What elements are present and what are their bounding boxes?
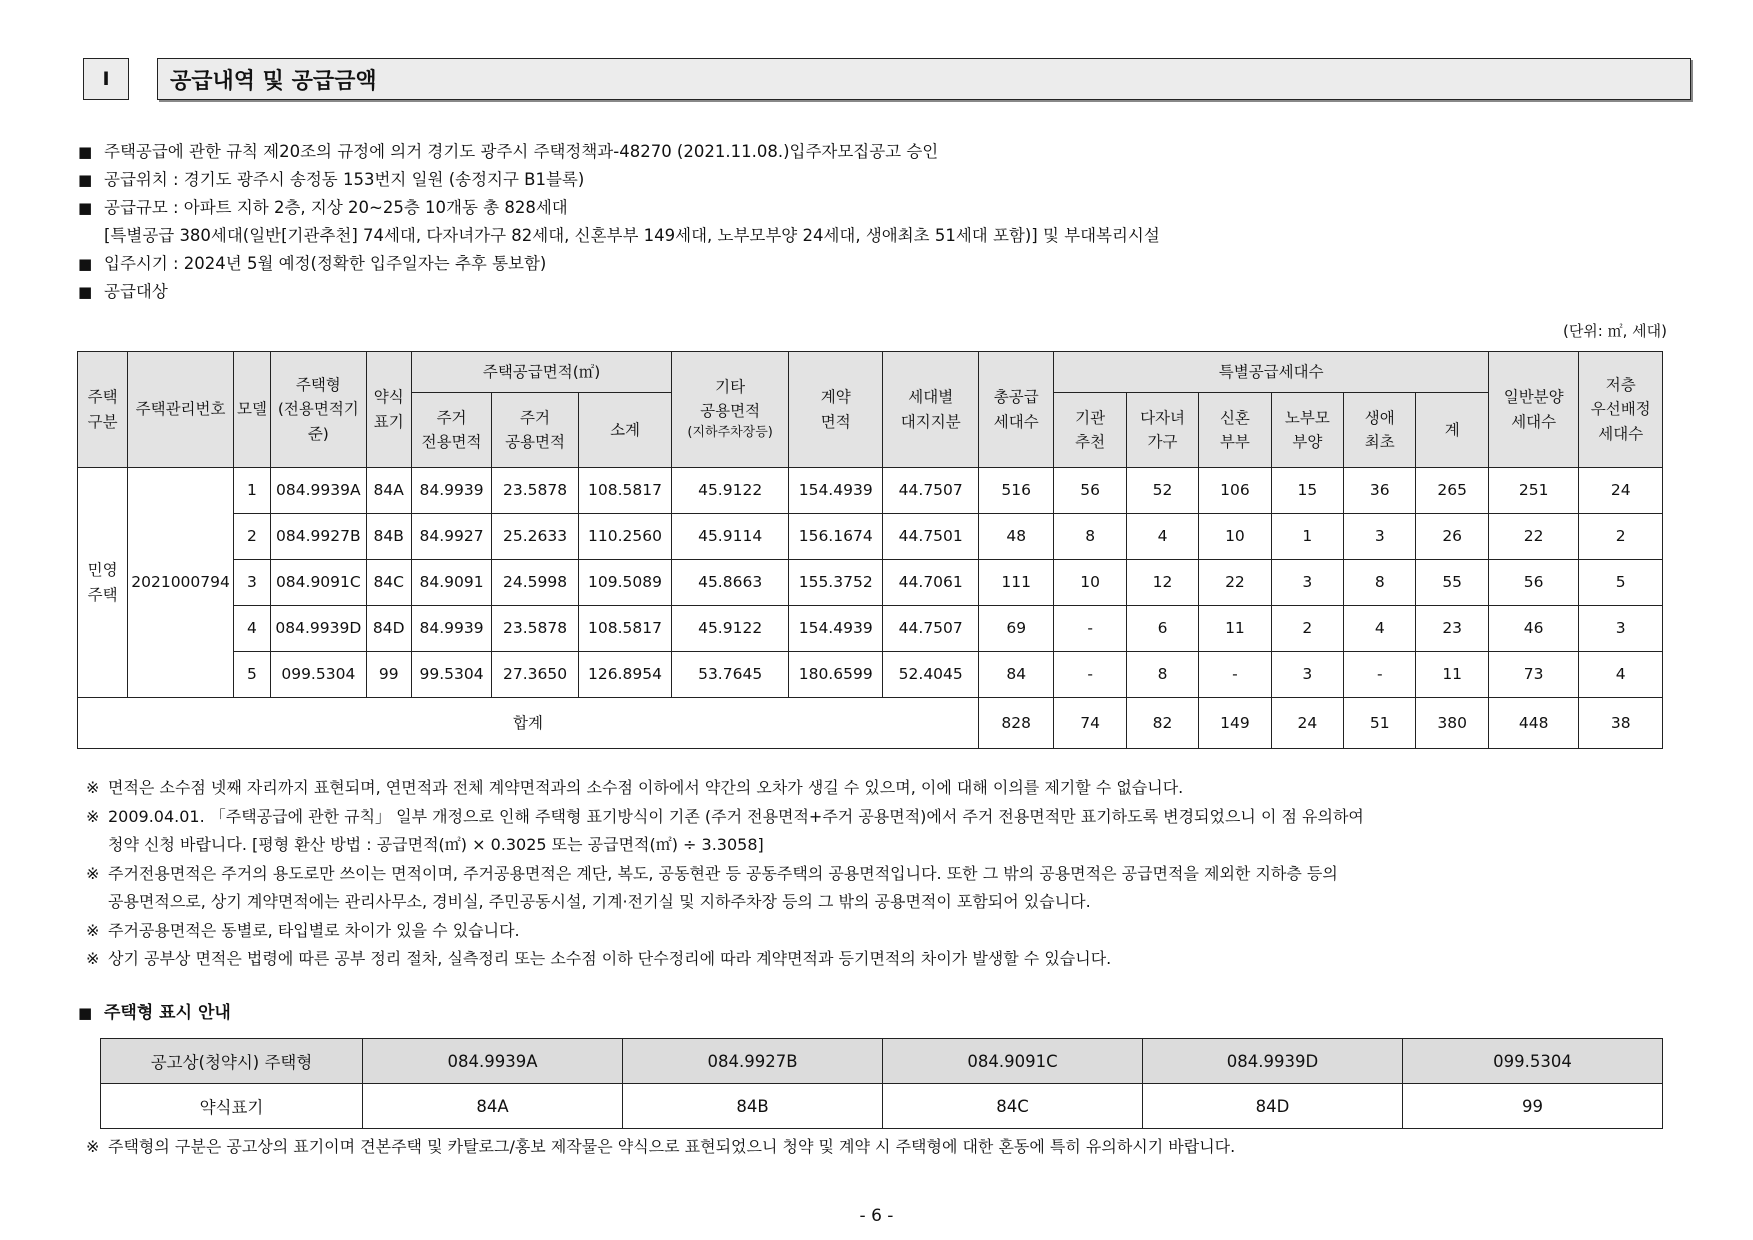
cell-first: 3 xyxy=(1344,514,1416,560)
cell-total: 48 xyxy=(979,514,1054,560)
type-guide-title-text: 주택형 표시 안내 xyxy=(104,1003,231,1023)
cell-house-type: 099.5304 xyxy=(271,652,367,698)
bullet-square-icon: ■ xyxy=(78,171,93,189)
cell-subtotal: 109.5089 xyxy=(578,560,672,606)
cell-total: 516 xyxy=(979,468,1054,514)
header-low-floor: 저층 우선배정 세대수 xyxy=(1579,352,1663,468)
header-multi: 다자녀 가구 xyxy=(1126,393,1198,468)
cell-other-common: 45.9122 xyxy=(672,606,789,652)
cell-newlywed: 149 xyxy=(1199,698,1271,749)
table-row xyxy=(78,468,1663,514)
cell-model: 4 xyxy=(233,606,270,652)
cell-subtotal: 108.5817 xyxy=(578,468,672,514)
note-text: 면적은 소수점 넷째 자리까지 표현되며, 연면적과 전체 계약면적과의 소수점 이하에서 약간의 오차가 생길 수 있으며, 이에 대해 이의를 제기할 수 없습니다. xyxy=(108,778,1184,797)
cell-land: 44.7061 xyxy=(883,560,979,606)
cell-contract: 154.4939 xyxy=(788,468,883,514)
cell-abbr: 84A xyxy=(366,468,411,514)
cell-low-floor: 24 xyxy=(1579,468,1663,514)
info-line xyxy=(78,166,1698,194)
note-line xyxy=(86,860,1686,889)
cell-subtotal: 108.5817 xyxy=(578,606,672,652)
cell-newlywed: 10 xyxy=(1199,514,1271,560)
table-row xyxy=(78,606,1663,652)
cell-contract: 155.3752 xyxy=(788,560,883,606)
note-line xyxy=(86,831,1686,860)
final-note xyxy=(86,1134,1235,1157)
type-guide-abbr: 84C xyxy=(883,1084,1143,1129)
header-other-common xyxy=(672,352,789,468)
header-elderly: 노부모 부양 xyxy=(1271,393,1343,468)
cell-general: 22 xyxy=(1488,514,1579,560)
info-line xyxy=(78,138,1698,166)
header-special-sum: 계 xyxy=(1416,393,1488,468)
table-row xyxy=(78,514,1663,560)
type-guide-row xyxy=(101,1039,1663,1084)
cell-model: 2 xyxy=(233,514,270,560)
cell-house-type: 084.9939A xyxy=(271,468,367,514)
cell-inst: 74 xyxy=(1054,698,1126,749)
header-house-type: 주택형 (전용면적기 준) xyxy=(271,352,367,468)
cell-inst: 8 xyxy=(1054,514,1126,560)
header-other-common-sub: (지하주차장등) xyxy=(687,425,773,441)
bullet-square-icon: ■ xyxy=(78,1004,93,1022)
cell-low-floor: 5 xyxy=(1579,560,1663,606)
reference-mark-icon: ※ xyxy=(86,863,100,883)
cell-land: 44.7501 xyxy=(883,514,979,560)
header-land-share: 세대별 대지지분 xyxy=(883,352,979,468)
cell-contract: 180.6599 xyxy=(788,652,883,698)
cell-abbr: 99 xyxy=(366,652,411,698)
cell-newlywed: 11 xyxy=(1199,606,1271,652)
note-text: 2009.04.01. 「주택공급에 관한 규칙」 일부 개정으로 인해 주택형 표기방식이 기존 (주거 전용면적+주거 공용면적)에서 주거 전용면적만 표기하도록 변경되었으니 이 점 유의하여 xyxy=(108,806,1364,826)
cell-model: 5 xyxy=(233,652,270,698)
type-guide-abbr: 99 xyxy=(1403,1084,1663,1129)
cell-common: 24.5998 xyxy=(492,560,578,606)
cell-newlywed: - xyxy=(1199,652,1271,698)
cell-exclusive: 84.9091 xyxy=(411,560,491,606)
info-line xyxy=(78,222,1698,250)
cell-common: 23.5878 xyxy=(492,468,578,514)
cell-model: 3 xyxy=(233,560,270,606)
type-guide-row xyxy=(101,1084,1663,1129)
cell-inst: 10 xyxy=(1054,560,1126,606)
note-text: 청약 신청 바랍니다. [평형 환산 방법 : 공급면적(㎡) × 0.3025 또는 공급면적(㎡) ÷ 3.3058] xyxy=(108,835,764,854)
info-scale: 공급규모 : 아파트 지하 2층, 지상 20~25층 10개동 총 828세대 xyxy=(104,198,568,217)
note-line xyxy=(86,917,1686,946)
cell-exclusive: 84.9927 xyxy=(411,514,491,560)
cell-land: 44.7507 xyxy=(883,468,979,514)
header-special: 특별공급세대수 xyxy=(1054,352,1489,393)
cell-elderly: 2 xyxy=(1271,606,1343,652)
cell-newlywed: 22 xyxy=(1199,560,1271,606)
type-guide-type: 084.9091C xyxy=(883,1039,1143,1084)
header-newlywed: 신혼 부부 xyxy=(1199,393,1271,468)
cell-multi: 8 xyxy=(1126,652,1198,698)
type-guide-label: 약식표기 xyxy=(101,1084,363,1129)
header-subtotal: 소계 xyxy=(578,393,672,468)
info-line xyxy=(78,194,1698,222)
cell-newlywed: 106 xyxy=(1199,468,1271,514)
cell-abbr: 84C xyxy=(366,560,411,606)
cell-common: 25.2633 xyxy=(492,514,578,560)
cell-exclusive: 84.9939 xyxy=(411,606,491,652)
header-first: 생애 최초 xyxy=(1344,393,1416,468)
cell-other-common: 53.7645 xyxy=(672,652,789,698)
cell-house-type: 084.9091C xyxy=(271,560,367,606)
header-contract-area: 계약 면적 xyxy=(788,352,883,468)
cell-common: 27.3650 xyxy=(492,652,578,698)
cell-low-floor: 38 xyxy=(1579,698,1663,749)
table-total-row xyxy=(78,698,1663,749)
cell-total-label: 합계 xyxy=(78,698,979,749)
header-total-units: 총공급 세대수 xyxy=(979,352,1054,468)
cell-model: 1 xyxy=(233,468,270,514)
section-header xyxy=(83,58,1683,102)
cell-multi: 52 xyxy=(1126,468,1198,514)
cell-land: 52.4045 xyxy=(883,652,979,698)
type-guide-abbr: 84B xyxy=(623,1084,883,1129)
note-text: 상기 공부상 면적은 법령에 따른 공부 정리 절차, 실측정리 또는 소수점 이하 단수정리에 따라 계약면적과 등기면적의 차이가 발생할 수 있습니다. xyxy=(108,949,1112,968)
cell-low-floor: 2 xyxy=(1579,514,1663,560)
cell-house-class: 민영 주택 xyxy=(78,468,128,698)
section-title: 공급내역 및 공급금액 xyxy=(157,58,1691,100)
section-number: I xyxy=(83,58,129,100)
note-line xyxy=(86,774,1686,803)
cell-abbr: 84D xyxy=(366,606,411,652)
cell-first: 8 xyxy=(1344,560,1416,606)
cell-contract: 156.1674 xyxy=(788,514,883,560)
note-text: 공용면적으로, 상기 계약면적에는 관리사무소, 경비실, 주민공동시설, 기계·전기실 및 지하주차장 등의 그 밖의 공용면적이 포함되어 있습니다. xyxy=(108,892,1091,911)
cell-special-sum: 23 xyxy=(1416,606,1488,652)
info-line xyxy=(78,278,1698,306)
cell-subtotal: 110.2560 xyxy=(578,514,672,560)
cell-general: 448 xyxy=(1488,698,1579,749)
type-guide-abbr: 84D xyxy=(1143,1084,1403,1129)
info-location: 공급위치 : 경기도 광주시 송정동 153번지 일원 (송정지구 B1블록) xyxy=(104,170,585,189)
cell-exclusive: 99.5304 xyxy=(411,652,491,698)
cell-inst: - xyxy=(1054,606,1126,652)
type-guide-type: 099.5304 xyxy=(1403,1039,1663,1084)
final-note-text: 주택형의 구분은 공고상의 표기이며 견본주택 및 카탈로그/홍보 제작물은 약식으로 표현되었으니 청약 및 계약 시 주택형에 대한 혼동에 특히 유의하시기 바랍니다. xyxy=(108,1137,1236,1156)
cell-special-sum: 26 xyxy=(1416,514,1488,560)
header-other-common-label: 기타 공용면적 xyxy=(700,378,761,421)
cell-multi: 4 xyxy=(1126,514,1198,560)
cell-contract: 154.4939 xyxy=(788,606,883,652)
reference-mark-icon: ※ xyxy=(86,806,100,826)
cell-multi: 12 xyxy=(1126,560,1198,606)
cell-land: 44.7507 xyxy=(883,606,979,652)
cell-elderly: 3 xyxy=(1271,652,1343,698)
reference-mark-icon: ※ xyxy=(86,778,100,797)
cell-first: 4 xyxy=(1344,606,1416,652)
cell-other-common: 45.9114 xyxy=(672,514,789,560)
cell-multi: 6 xyxy=(1126,606,1198,652)
cell-inst: 56 xyxy=(1054,468,1126,514)
header-inst: 기관 추천 xyxy=(1054,393,1126,468)
cell-elderly: 3 xyxy=(1271,560,1343,606)
note-line xyxy=(86,803,1686,832)
cell-general: 251 xyxy=(1488,468,1579,514)
cell-special-sum: 380 xyxy=(1416,698,1488,749)
header-mgmt-no: 주택관리번호 xyxy=(128,352,234,468)
cell-other-common: 45.9122 xyxy=(672,468,789,514)
cell-total: 84 xyxy=(979,652,1054,698)
cell-elderly: 15 xyxy=(1271,468,1343,514)
header-supply-area: 주택공급면적(㎡) xyxy=(411,352,671,393)
cell-total: 69 xyxy=(979,606,1054,652)
type-guide-type: 084.9939A xyxy=(363,1039,623,1084)
cell-elderly: 1 xyxy=(1271,514,1343,560)
header-general: 일반분양 세대수 xyxy=(1488,352,1579,468)
bullet-square-icon: ■ xyxy=(78,255,93,273)
cell-mgmt-no: 2021000794 xyxy=(128,468,234,698)
cell-house-type: 084.9939D xyxy=(271,606,367,652)
cell-first: 51 xyxy=(1344,698,1416,749)
cell-total: 828 xyxy=(979,698,1054,749)
info-special-supply: [특별공급 380세대(일반[기관추천] 74세대, 다자녀가구 82세대, 신혼부부 149세대, 노부모부양 24세대, 생애최초 51세대 포함)] 및 부대복리시설 xyxy=(104,226,1160,245)
type-guide-table xyxy=(100,1038,1663,1129)
header-model: 모델 xyxy=(233,352,270,468)
note-line xyxy=(86,945,1686,974)
cell-multi: 82 xyxy=(1126,698,1198,749)
cell-special-sum: 55 xyxy=(1416,560,1488,606)
header-common: 주거 공용면적 xyxy=(492,393,578,468)
info-line xyxy=(78,250,1698,278)
cell-total: 111 xyxy=(979,560,1054,606)
note-text: 주거전용면적은 주거의 용도로만 쓰이는 면적이며, 주거공용면적은 계단, 복도, 공동현관 등 공동주택의 공용면적입니다. 또한 그 밖의 공용면적은 공급면적을 제외한 지하층 등의 xyxy=(108,863,1338,883)
header-house-class: 주택 구분 xyxy=(78,352,128,468)
reference-mark-icon: ※ xyxy=(86,920,100,940)
note-line xyxy=(86,888,1686,917)
bullet-square-icon: ■ xyxy=(78,199,93,217)
cell-inst: - xyxy=(1054,652,1126,698)
cell-first: - xyxy=(1344,652,1416,698)
cell-subtotal: 126.8954 xyxy=(578,652,672,698)
note-text: 주거공용면적은 동별로, 타입별로 차이가 있을 수 있습니다. xyxy=(108,920,520,940)
cell-special-sum: 11 xyxy=(1416,652,1488,698)
bullet-square-icon: ■ xyxy=(78,143,93,161)
info-target: 공급대상 xyxy=(104,282,168,301)
type-guide-label: 공고상(청약시) 주택형 xyxy=(101,1039,363,1084)
bullet-square-icon: ■ xyxy=(78,283,93,301)
table-row xyxy=(78,652,1663,698)
reference-mark-icon: ※ xyxy=(86,1137,100,1156)
supply-info xyxy=(78,138,1698,306)
cell-elderly: 24 xyxy=(1271,698,1343,749)
header-abbr: 약식 표기 xyxy=(366,352,411,468)
notes xyxy=(86,774,1686,974)
cell-low-floor: 4 xyxy=(1579,652,1663,698)
cell-general: 56 xyxy=(1488,560,1579,606)
type-guide-title xyxy=(78,998,231,1023)
page-number: - 6 - xyxy=(859,1206,894,1226)
cell-abbr: 84B xyxy=(366,514,411,560)
cell-exclusive: 84.9939 xyxy=(411,468,491,514)
cell-general: 46 xyxy=(1488,606,1579,652)
cell-general: 73 xyxy=(1488,652,1579,698)
info-approval: 주택공급에 관한 규칙 제20조의 규정에 의거 경기도 광주시 주택정책과-48270 (2021.11.08.)입주자모집공고 승인 xyxy=(104,142,939,161)
type-guide-abbr: 84A xyxy=(363,1084,623,1129)
type-guide-type: 084.9939D xyxy=(1143,1039,1403,1084)
table-row xyxy=(78,560,1663,606)
type-guide-type: 084.9927B xyxy=(623,1039,883,1084)
supply-table xyxy=(77,351,1663,749)
cell-low-floor: 3 xyxy=(1579,606,1663,652)
cell-first: 36 xyxy=(1344,468,1416,514)
cell-other-common: 45.8663 xyxy=(672,560,789,606)
reference-mark-icon: ※ xyxy=(86,949,100,968)
info-move-in: 입주시기 : 2024년 5월 예정(정확한 입주일자는 추후 통보함) xyxy=(104,254,547,273)
cell-common: 23.5878 xyxy=(492,606,578,652)
cell-special-sum: 265 xyxy=(1416,468,1488,514)
header-exclusive: 주거 전용면적 xyxy=(411,393,491,468)
unit-note: (단위: ㎡, 세대) xyxy=(1562,322,1667,340)
cell-house-type: 084.9927B xyxy=(271,514,367,560)
